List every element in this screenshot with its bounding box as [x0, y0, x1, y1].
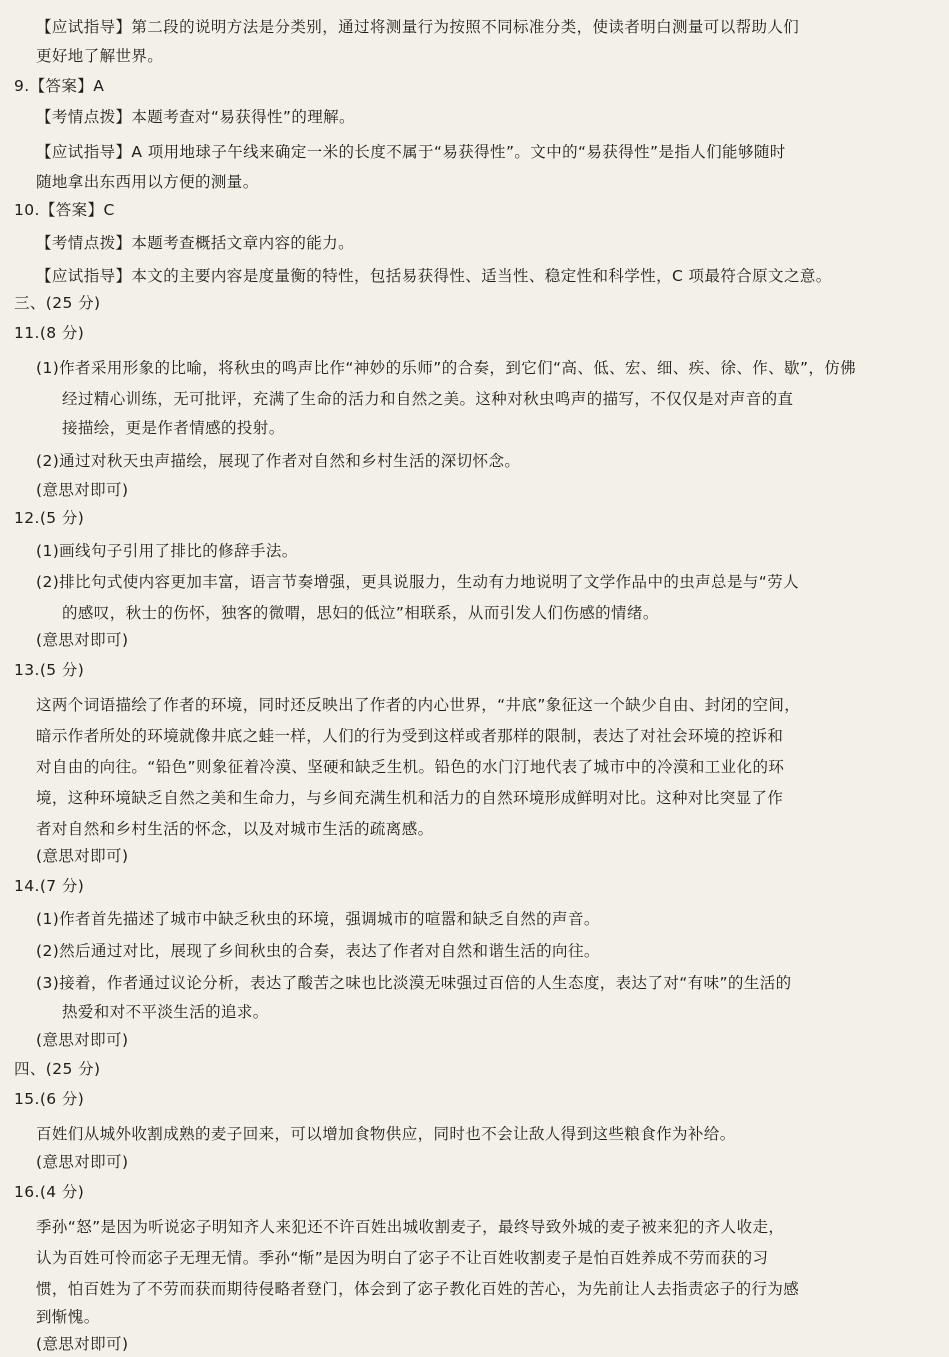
- text-line: (1)作者采用形象的比喻，将秋虫的鸣声比作“神妙的乐师”的合奏，到它们“高、低、宏、细、疾、徐、作、歇”，仿佛: [36, 359, 857, 377]
- question-heading: 14.(7 分): [14, 877, 85, 895]
- text-line: 到惭愧。: [36, 1308, 100, 1326]
- note-line: (意思对即可): [36, 1153, 129, 1171]
- text-line: 惯，怕百姓为了不劳而获而期待侵略者登门，体会到了宓子教化百姓的苦心，为先前让人去指责宓子的行为感: [36, 1280, 800, 1298]
- text-line: 的感叹，秋士的伤怀，独客的微喟，思妇的低泣”相联系，从而引发人们伤感的情绪。: [62, 604, 659, 622]
- text-line: 【应试指导】本文的主要内容是度量衡的特性，包括易获得性、适当性、稳定性和科学性，C 项最符合原文之意。: [36, 267, 832, 285]
- text-line: 接描绘，更是作者情感的投射。: [62, 419, 285, 437]
- text-line: 者对自然和乡村生活的怀念，以及对城市生活的疏离感。: [36, 820, 434, 838]
- text-line: 认为百姓可怜而宓子无理无情。季孙“惭”是因为明白了宓子不让百姓收割麦子是怕百姓养成不劳而获的习: [36, 1249, 769, 1267]
- text-line: (2)通过对秋天虫声描绘，展现了作者对自然和乡村生活的深切怀念。: [36, 452, 521, 470]
- note-line: (意思对即可): [36, 481, 129, 499]
- question-heading: 13.(5 分): [14, 661, 85, 679]
- text-line: (1)画线句子引用了排比的修辞手法。: [36, 542, 298, 560]
- text-line: 随地拿出东西用以方便的测量。: [36, 173, 259, 191]
- note-line: (意思对即可): [36, 631, 129, 649]
- text-line: 热爱和对不平淡生活的追求。: [62, 1003, 269, 1021]
- text-line: 这两个词语描绘了作者的环境，同时还反映出了作者的内心世界，“井底”象征这一个缺少自由、封闭的空间，: [36, 696, 801, 714]
- text-line: 更好地了解世界。: [36, 47, 164, 65]
- section-heading: 四、(25 分): [14, 1060, 101, 1078]
- question-heading: 10.【答案】C: [14, 201, 115, 219]
- text-line: (2)排比句式使内容更加丰富，语言节奏增强，更具说服力，生动有力地说明了文学作品中的虫声总是与“劳人: [36, 573, 799, 591]
- note-line: (意思对即可): [36, 1031, 129, 1049]
- question-heading: 9.【答案】A: [14, 77, 105, 95]
- text-line: 【应试指导】A 项用地球子午线来确定一米的长度不属于“易获得性”。文中的“易获得性”是指人们能够随时: [36, 143, 786, 161]
- text-line: 【考情点拨】本题考查概括文章内容的能力。: [36, 234, 355, 252]
- text-line: 【考情点拨】本题考查对“易获得性”的理解。: [36, 108, 355, 126]
- question-heading: 15.(6 分): [14, 1090, 85, 1108]
- text-line: 对自由的向往。“铅色”则象征着冷漠、坚硬和缺乏生机。铅色的水门汀地代表了城市中的冷漠和工业化的环: [36, 758, 785, 776]
- question-heading: 12.(5 分): [14, 509, 85, 527]
- section-heading: 三、(25 分): [14, 294, 101, 312]
- text-line: 【应试指导】第二段的说明方法是分类别，通过将测量行为按照不同标准分类，使读者明白测量可以帮助人们: [36, 18, 800, 36]
- text-line: 境，这种环境缺乏自然之美和生命力，与乡间充满生机和活力的自然环境形成鲜明对比。这种对比突显了作: [36, 789, 784, 807]
- note-line: (意思对即可): [36, 847, 129, 865]
- text-line: 季孙“怒”是因为听说宓子明知齐人来犯还不许百姓出城收割麦子，最终导致外城的麦子被来犯的齐人收走，: [36, 1218, 785, 1236]
- text-line: (3)接着，作者通过议论分析，表达了酸苦之味也比淡漠无味强过百倍的人生态度，表达了对“有味”的生活的: [36, 974, 792, 992]
- text-line: 暗示作者所处的环境就像井底之蛙一样，人们的行为受到这样或者那样的限制，表达了对社会环境的控诉和: [36, 727, 784, 745]
- question-heading: 16.(4 分): [14, 1183, 85, 1201]
- note-line: (意思对即可): [36, 1335, 129, 1353]
- text-line: 百姓们从城外收割成熟的麦子回来，可以增加食物供应，同时也不会让敌人得到这些粮食作为补给。: [36, 1125, 736, 1143]
- text-line: (1)作者首先描述了城市中缺乏秋虫的环境，强调城市的喧嚣和缺乏自然的声音。: [36, 910, 600, 928]
- question-heading: 11.(8 分): [14, 324, 85, 342]
- text-line: (2)然后通过对比，展现了乡间秋虫的合奏，表达了作者对自然和谐生活的向往。: [36, 942, 600, 960]
- text-line: 经过精心训练，无可批评，充满了生命的活力和自然之美。这种对秋虫鸣声的描写，不仅仅是对声音的直: [62, 390, 794, 408]
